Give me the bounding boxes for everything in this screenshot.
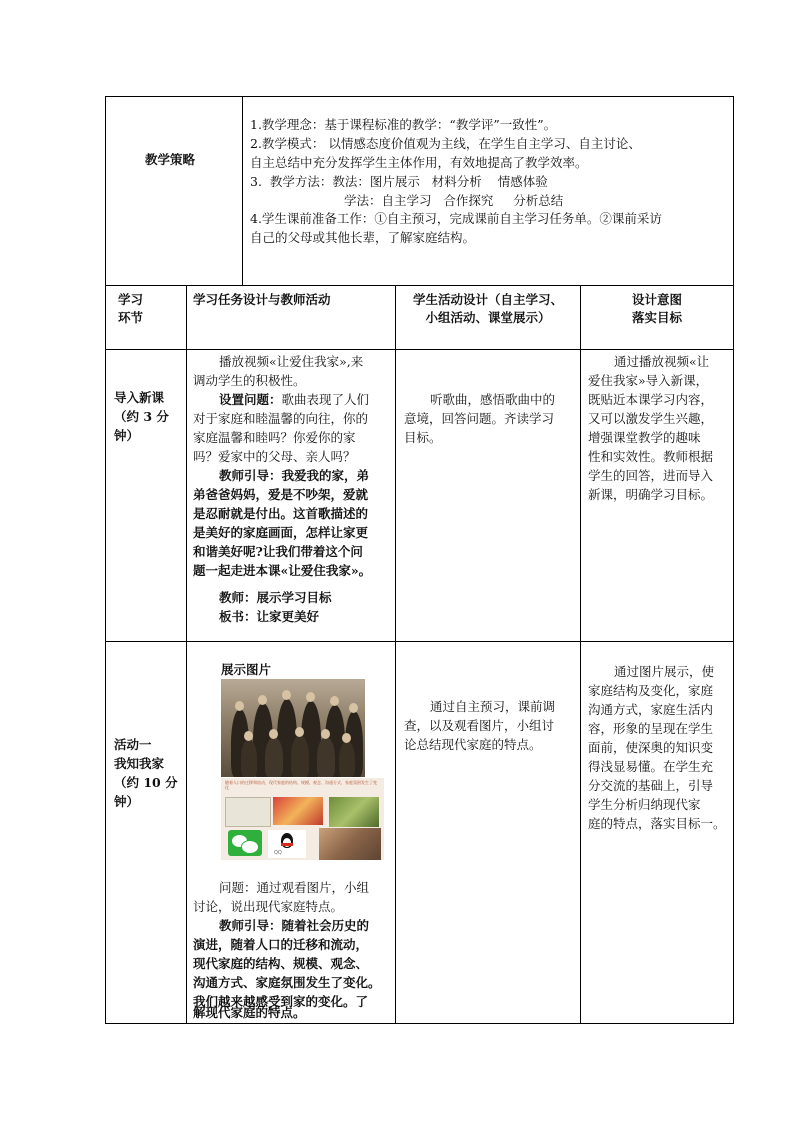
row2-intent-7: 分交流的基础上，引导 <box>588 778 714 793</box>
row1-intent-5: 增强课堂教学的趣味 <box>588 430 701 445</box>
header-col4-line1: 设计意图 <box>631 292 682 307</box>
col-divider-3 <box>580 285 581 1024</box>
row2-intent-1: 通过图片展示，使 <box>614 664 715 679</box>
row2-stage-2: 我知我家 <box>114 756 165 771</box>
row1-board: 板书：让家更美好 <box>219 609 320 624</box>
row1-intent-8: 新课，明确学习目标。 <box>588 487 714 502</box>
table-border-bottom <box>105 1023 734 1024</box>
row2-student-1: 通过自主预习，课前调 <box>430 699 556 714</box>
row-divider-3 <box>105 641 734 642</box>
row2-guide-5: 我们越来越感受到家的变化。了 <box>193 994 369 1009</box>
row1-student-1: 听歌曲，感悟歌曲中的 <box>430 392 556 407</box>
row1-teacher-1: 播放视频«让爱住我家»,来 <box>219 354 364 369</box>
strategy-line-6: 4.学生课前准备工作：①自主预习，完成课前自主学习任务单。②课前采访 <box>250 211 662 226</box>
table-border-right <box>733 96 734 1024</box>
row1-teacher-q4: 吗？爱家中的父母、亲人吗？ <box>193 449 356 464</box>
row1-guide-1: 教师引导：我爱我的家，弟 <box>219 468 370 483</box>
row1-question-text: 歌曲表现了人们 <box>281 392 370 407</box>
row2-question-2: 讨论，说出现代家庭特点。 <box>193 899 344 914</box>
row1-teacher-2: 调动学生的积极性。 <box>193 373 306 388</box>
strategy-line-2: 2.教学模式： 以情感态度价值观为主线，在学生自主学习、自主讨论、 <box>250 136 641 151</box>
row2-intent-4: 容，形象的呈现在学生 <box>588 721 714 736</box>
table-border-left <box>105 96 106 1024</box>
header-col2: 学习任务设计与教师活动 <box>193 292 331 307</box>
row1-student-3: 目标。 <box>404 430 442 445</box>
header-col4-line2: 落实目标 <box>631 310 682 325</box>
strategy-divider <box>242 96 243 286</box>
row1-question-label: 设置问题： <box>219 392 282 407</box>
row1-intent-2: 爱住我家»导入新课， <box>588 373 709 388</box>
row1-guide-3: 是忍耐就是付出。这首歌描述的 <box>193 506 369 521</box>
collage-photo-b <box>273 797 323 825</box>
strategy-line-7: 自己的父母或其他长辈，了解家庭结构。 <box>250 230 476 245</box>
row2-stage-4: 钟） <box>114 794 140 809</box>
row1-student-2: 意境，回答问题。齐读学习 <box>404 411 555 426</box>
qq-icon <box>268 830 306 858</box>
row2-guide-6: 解现代家庭的特点。 <box>193 1005 306 1020</box>
header-col3-line2: 小组活动、课堂展示） <box>425 310 551 325</box>
row-divider-2 <box>105 349 734 350</box>
row1-stage-3: 钟） <box>114 428 140 443</box>
row2-intent-8: 学生分析归纳现代家 <box>588 797 701 812</box>
header-col1-line1: 学习 <box>118 292 144 307</box>
row2-student-3: 论总结现代家庭的特点。 <box>404 737 542 752</box>
row1-intent-3: 既贴近本课学习内容， <box>588 392 714 407</box>
strategy-line-5: 学法：自主学习 合作探究 分析总结 <box>344 193 564 208</box>
row2-intent-2: 家庭结构及变化，家庭 <box>588 683 714 698</box>
row1-teacher-q <box>219 390 369 410</box>
col-divider-2 <box>395 285 396 1024</box>
row1-intent-6: 性和实效性。教师根据 <box>588 449 714 464</box>
family-photo <box>221 679 365 777</box>
strategy-line-3: 自主总结中充分发挥学生主体作用，有效地提高了教学效率。 <box>250 155 588 170</box>
row1-stage-2: （约 3 分 <box>114 409 169 424</box>
row2-intent-6: 得浅显易懂。在学生充 <box>588 759 714 774</box>
table-border-top <box>105 96 734 97</box>
row2-stage-3: （约 10 分 <box>114 775 178 790</box>
row1-show: 教师：展示学习目标 <box>219 590 332 605</box>
row-divider-1 <box>105 285 734 286</box>
row2-intent-5: 面前，使深奥的知识变 <box>588 740 714 755</box>
collage-caption: 随着人口的迁移和流动，现代家庭的结构、规模、观念、沟通方式、家庭氛围发生了变化 <box>225 780 377 790</box>
row1-teacher-q3: 家庭温馨和睦吗？你爱你的家 <box>193 430 356 445</box>
row1-intent-1: 通过播放视频«让 <box>614 354 710 369</box>
row2-student-2: 查，以及观看图片，小组讨 <box>404 718 555 733</box>
row2-intent-3: 沟通方式，家庭生活内 <box>588 702 714 717</box>
row2-guide-3: 现代家庭的结构、规模、观念、 <box>193 956 369 971</box>
row2-stage-1: 活动一 <box>114 737 152 752</box>
strategy-line-4: 3. 教学方法：教法：图片展示 材料分析 情感体验 <box>250 174 548 189</box>
row2-intent-9: 庭的特点，落实目标一。 <box>588 816 726 831</box>
strategy-line-1: 1.教学理念：基于课程标准的教学：“教学评”一致性”。 <box>250 117 557 132</box>
row2-guide-4: 沟通方式、家庭氛围发生了变化。 <box>193 975 381 990</box>
header-col3-line1: 学生活动设计（自主学习、 <box>412 292 563 307</box>
row2-show-pictures: 展示图片 <box>221 662 272 677</box>
col-divider-1 <box>186 285 187 1024</box>
row1-guide-6: 题一起走进本课«让爱住我家»。 <box>193 563 372 578</box>
row1-guide-5: 和谐美好呢?让我们带着这个问 <box>193 544 363 559</box>
strategy-label: 教学策略 <box>145 152 196 167</box>
row1-intent-4: 又可以激发学生兴趣， <box>588 411 714 426</box>
collage-photo-d <box>319 828 381 860</box>
wechat-icon <box>228 830 262 856</box>
row1-guide-2: 弟爸爸妈妈，爱是不吵架，爱就 <box>193 487 369 502</box>
row1-teacher-q2: 对于家庭和睦温馨的向往，你的 <box>193 411 369 426</box>
row1-guide-4: 是美好的家庭画面，怎样让家更 <box>193 525 369 540</box>
row2-guide-2: 演进，随着人口的迁移和流动， <box>193 937 369 952</box>
row2-guide-1: 教师引导：随着社会历史的 <box>219 918 370 933</box>
row1-intent-7: 学生的回答，进而导入 <box>588 468 714 483</box>
row1-stage-1: 导入新课 <box>114 390 165 405</box>
collage-photo-a <box>225 797 271 827</box>
header-col1-line2: 环节 <box>118 310 144 325</box>
row2-question-1: 问题：通过观看图片，小组 <box>219 880 370 895</box>
qq-label: QQ <box>274 850 282 856</box>
collage-photo-c <box>329 797 379 827</box>
